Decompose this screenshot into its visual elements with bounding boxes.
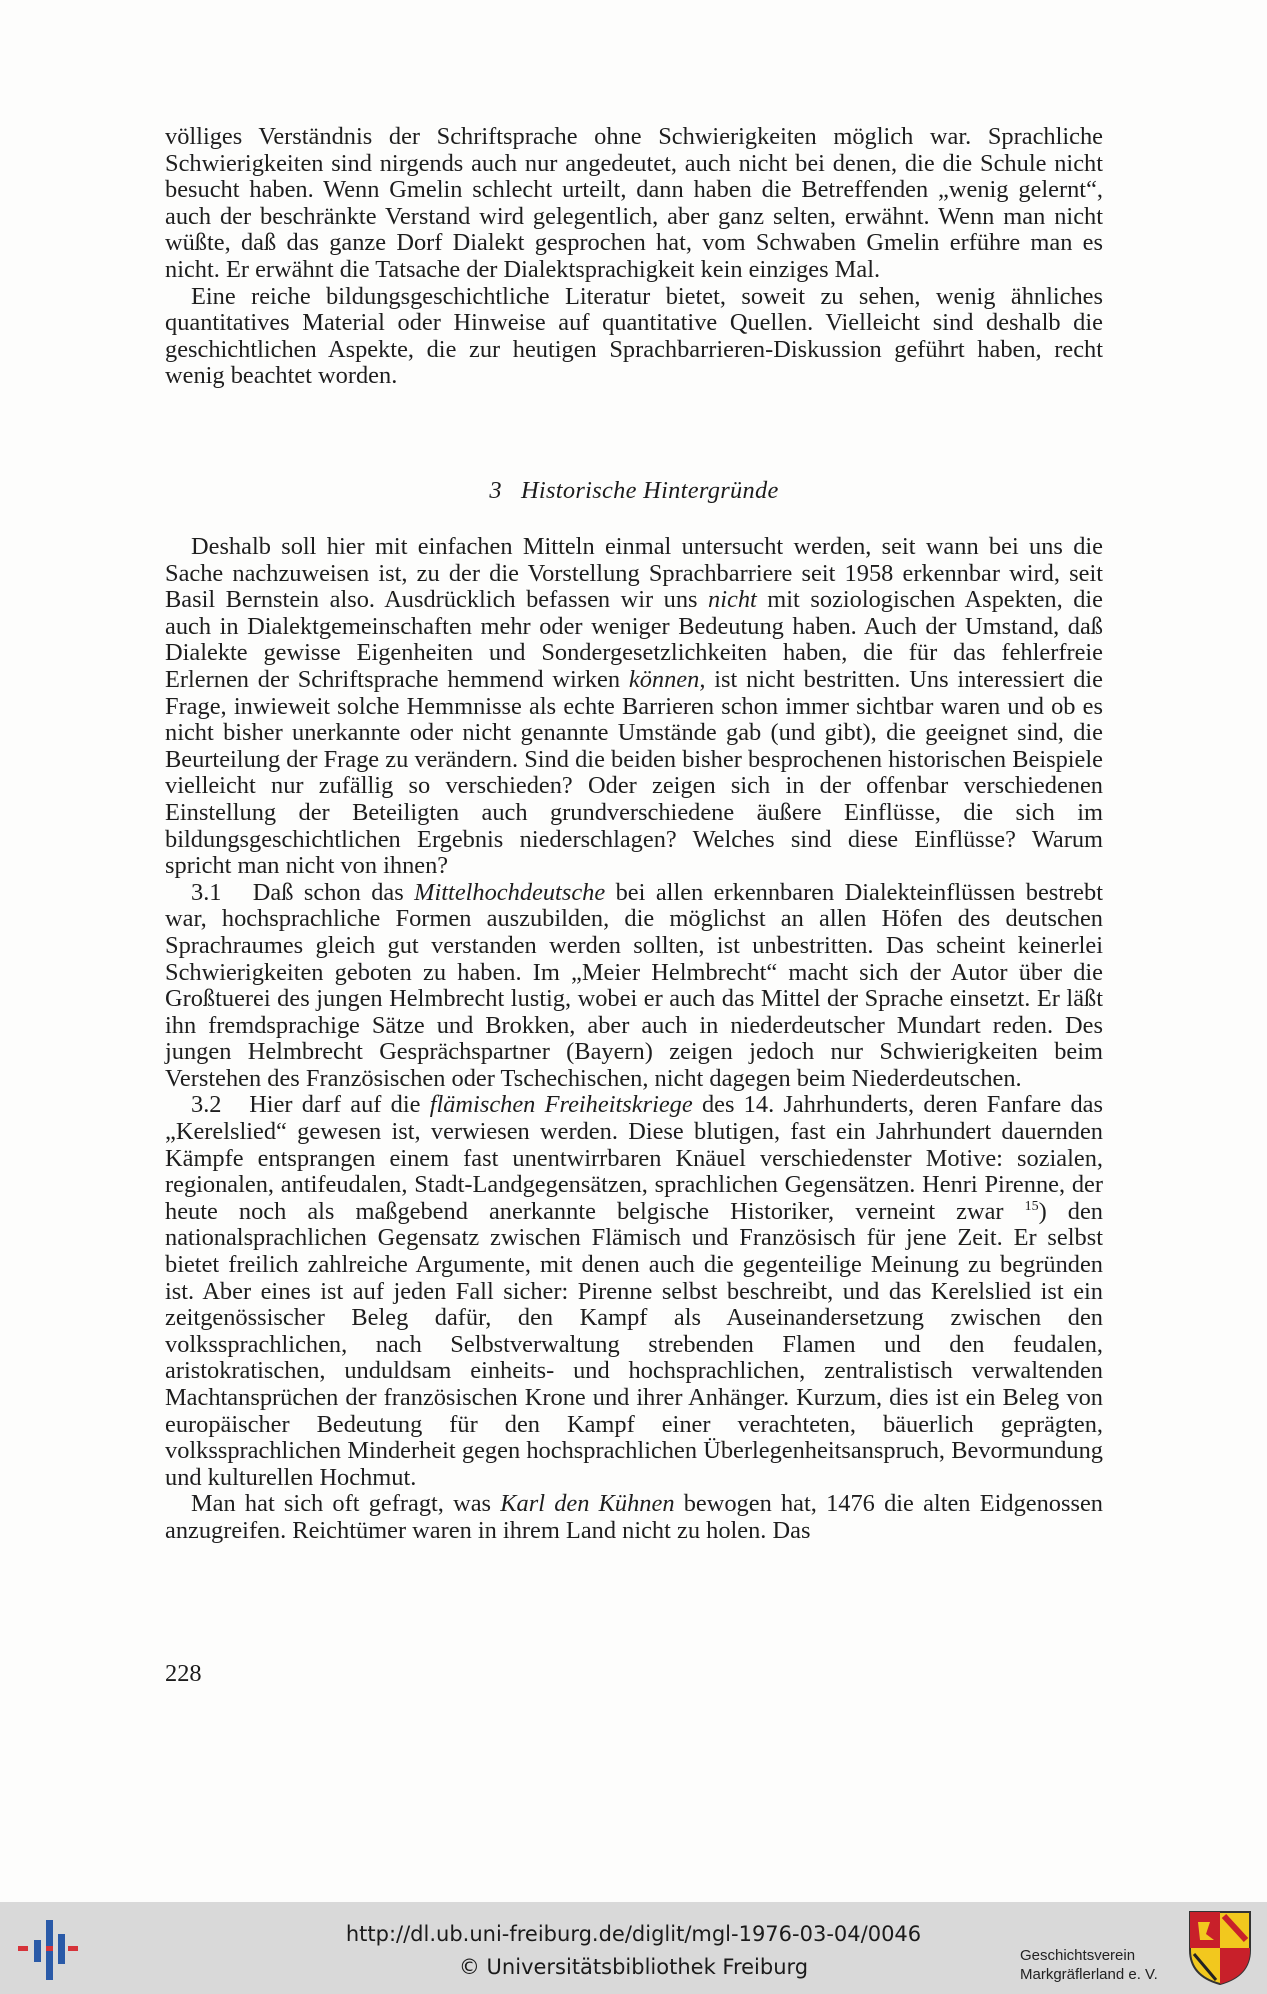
emphasis: können, bbox=[628, 665, 706, 693]
paragraph bbox=[165, 1491, 1103, 1544]
text-run: 3.1 Daß schon das bbox=[191, 878, 415, 906]
text-run: ) den nationalsprachlichen Gegensatz zwischen Flämisch und Französisch für jene Zeit. Er selbst bietet freilich zahlreiche Argumente, mit denen auch die gegenteilige Meinung zu begründen ist. Aber eines ist auf jeden Fall sicher: Pirenne selbst beschreibt, und das Kerelslied ist ein zeitgenössischer Beleg dafür, den Kampf als Auseinandersetzung zwischen den volkssprachlichen, nach Selbstverwaltung strebenden Flamen und den feudalen, aristokratischen, unduldsam einheits- und hochsprachlichen, zentralistisch verwaltenden Machtansprüchen der französischen Krone und ihrer Anhänger. Kurzum, dies ist ein Beleg von europäischer Bedeutung für den Kampf einer verachteten, bäuerlich geprägten, volkssprachlichen Minderheit gegen hochsprachlichen Überlegenheitsanspruch, Bevormundung und kulturellen Hochmut. bbox=[165, 1197, 1110, 1491]
text-run: des 14. Jahrhunderts, deren Fanfare das „Kerelslied“ gewesen ist, verwiesen werden. Diese blutigen, fast ein Jahrhundert dauernden Kämpfe entsprangen einem fast unentwirrbaren Knäuel verschiedenster Motive: sozialen, regionalen, antifeudalen, Stadt-Landgegensätzen, sprachlichen Gegensätzen. Henri Pirenne, der heute noch als maßgebend anerkannte belgische Historiker, verneint zwar bbox=[165, 1091, 1110, 1225]
paragraph bbox=[165, 878, 1110, 1093]
text-run: bei allen erkennbaren Dialekteinflüssen bestrebt war, hochsprachliche Formen auszubilden, die möglichst an allen Höfen des deutschen Sprachraumes gleich gut verstanden werden sollten, ist unbestritten. Das scheint keinerlei Schwierigkeiten geboten zu haben. Im „Meier Helmbrecht“ macht sich der Autor über die Großtuerei des jungen Helmbrecht lustig, wobei er auch das Mittel der Sprache einsetzt. Er läßt ihn fremdsprachige Sätze und Brokken, aber auch in niederdeutscher Mundart reden. Des jungen Helmbrecht Gesprächspartner (Bayern) zeigen jedoch nur Schwierigkeiten beim Verstehen des Französischen oder Tschechischen, nicht dagegen beim Niederdeutschen. bbox=[165, 878, 1110, 1092]
footnote-ref[interactable]: 15 bbox=[1024, 1198, 1039, 1214]
section-heading: 3 Historische Hintergründe bbox=[489, 477, 779, 504]
page-number: 228 bbox=[165, 1660, 202, 1687]
footer-bar bbox=[0, 1902, 1267, 1994]
paragraph: völliges Verständnis der Schriftsprache ohne Schwierigkeiten möglich war. Sprachliche Schwierigkeiten sind nirgends auch nur angedeutet, auch nicht bei denen, die die Schule nicht besucht haben. Wenn Gmelin schlecht urteilt, dann haben die Betreffenden „wenig gelernt“, auch der beschränkte Verstand wird gelegentlich, aber ganz selten, erwähnt. Wenn man nicht wüßte, daß das ganze Dorf Dialekt gesprochen hat, vom Schwaben Gmelin erführe man es nicht. Er erwähnt die Tatsache der Dialektsprachigkeit kein einziges Mal. bbox=[165, 123, 1103, 283]
text-run: mit soziologischen Aspekten, die auch in Dialektgemeinschaften mehr oder weniger Bedeutung haben. Auch der Umstand, daß Dialekte gewisse Eigenheiten und Sondergesetzlichkeiten haben, die für das fehlerfreie Erlernen der Schriftsprache hemmend wirken bbox=[165, 586, 1103, 693]
society-line: Geschichtsverein bbox=[1020, 1947, 1136, 1964]
text-block-main bbox=[165, 533, 1110, 1545]
text-run: Deshalb soll hier mit einfachen Mitteln einmal untersucht werden, seit wann bei uns die Sache nachzuweisen ist, zu der die Vorstellung Sprachbarriere seit 1958 erkennbar wird, seit Basil Bernstein also. Ausdrücklich befassen wir uns bbox=[165, 533, 1103, 614]
society-line: Markgräflerland e. V. bbox=[1020, 1966, 1158, 1983]
source-url-link[interactable]: http://dl.ub.uni-freiburg.de/diglit/mgl-1976-03-04/0046 bbox=[345, 1922, 922, 1946]
copyright-text: © Universitätsbibliothek Freiburg bbox=[458, 1955, 809, 1979]
text-block-top bbox=[165, 124, 1103, 390]
text-run: 3.2 Hier darf auf die bbox=[191, 1091, 430, 1119]
paragraph bbox=[165, 534, 1103, 880]
emphasis: nicht bbox=[708, 586, 757, 614]
paragraph bbox=[165, 1091, 1110, 1491]
paragraph: Eine reiche bildungsgeschichtliche Literatur bietet, soweit zu sehen, wenig ähnliches quantitatives Material oder Hinweise auf quantitative Quellen. Vielleicht sind deshalb die geschichtlichen Aspekte, die zur heutigen Sprachbarrieren-Diskussion geführt haben, recht wenig beachtet worden. bbox=[165, 282, 1103, 390]
emphasis: Karl den Kühnen bbox=[500, 1490, 675, 1518]
emphasis: flämischen Freiheitskriege bbox=[429, 1091, 693, 1119]
emphasis: Mittelhochdeutsche bbox=[414, 878, 606, 906]
coat-of-arms-icon[interactable] bbox=[1188, 1910, 1252, 1986]
society-name bbox=[1020, 1946, 1180, 1984]
text-run: Man hat sich oft gefragt, was bbox=[191, 1490, 501, 1518]
text-run: ist nicht bestritten. Uns interessiert die Frage, inwieweit solche Hemmnisse als echte Barrieren schon immer sichtbar waren und ob es nicht bisher unerkannte oder nicht genannte Umstände gab (und gibt), die geeignet sind, die Beurteilung der Frage zu verändern. Sind die beiden bisher besprochenen historischen Beispiele vielleicht nur zufällig so verschieden? Oder zeigen sich in der offenbar verschiedenen Einstellung der Beteiligten auch grundverschiedene äußere Einflüsse, die sich im bildungsgeschichtlichen Ergebnis niederschlagen? Welches sind diese Einflüsse? Warum spricht man nicht von ihnen? bbox=[165, 665, 1103, 880]
text-run: bewogen hat, 1476 die alten Eidgenossen anzugreifen. Reichtümer waren in ihrem Land nicht zu holen. Das bbox=[165, 1490, 1103, 1544]
